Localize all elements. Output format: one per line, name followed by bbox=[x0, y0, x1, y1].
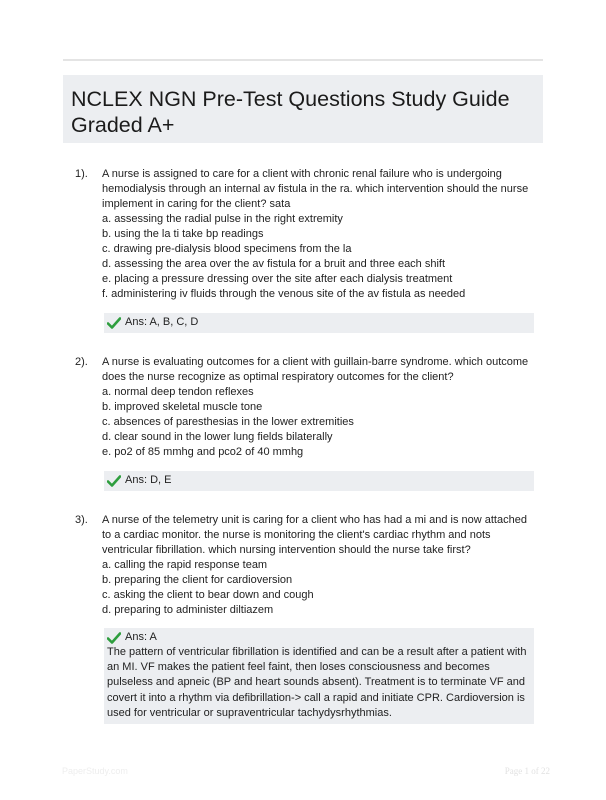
question-number: 2). bbox=[75, 356, 88, 368]
question-body bbox=[102, 513, 534, 618]
answer-box-1 bbox=[104, 313, 534, 333]
option: a. calling the rapid response team bbox=[102, 559, 268, 571]
question-body bbox=[102, 355, 534, 460]
question-number: 1). bbox=[75, 168, 88, 180]
answer-text: Ans: A bbox=[125, 631, 157, 643]
top-divider bbox=[63, 59, 543, 61]
option: c. asking the client to bear down and cough bbox=[102, 589, 314, 601]
question-text: A nurse is evaluating outcomes for a client with guillain-barre syndrome. which outcome does the nurse recognize as optimal respiratory outcomes for the client? bbox=[102, 356, 529, 383]
check-icon bbox=[107, 475, 121, 487]
answer-box-2 bbox=[104, 471, 534, 491]
option: c. absences of paresthesias in the lower extremities bbox=[102, 416, 354, 428]
answer-box-3 bbox=[104, 628, 534, 724]
option: f. administering iv fluids through the venous site of the av fistula as needed bbox=[102, 288, 466, 300]
question-text: A nurse is assigned to care for a client with chronic renal failure who is undergoing hemodialysis through an internal av fistula in the ra. which intervention should the nurse implement in caring for the client? sata bbox=[102, 168, 529, 210]
page-title: NCLEX NGN Pre-Test Questions Study Guide Graded A+ bbox=[71, 87, 510, 137]
answer-text: Ans: D, E bbox=[125, 474, 172, 486]
option: b. preparing the client for cardioversion bbox=[102, 574, 293, 586]
answer-explanation: The pattern of ventricular fibrillation is identified and can be a result after a patient with an MI. VF makes the patient feel faint, then loses consciousness and becomes pulseless and apneic (BP and heart sounds absent). Treatment is to terminate VF and covert it into a rhythm via defibrillation-> call a rapid and initiate CPR. Cardioversion is used for ventricular or supraventricular tachydysrhythmias. bbox=[107, 646, 527, 719]
question-number: 3). bbox=[75, 514, 88, 526]
option: b. improved skeletal muscle tone bbox=[102, 401, 263, 413]
option: c. drawing pre-dialysis blood specimens from the la bbox=[102, 243, 352, 255]
option: d. assessing the area over the av fistula for a bruit and three each shift bbox=[102, 258, 446, 270]
option: d. clear sound in the lower lung fields bilaterally bbox=[102, 431, 333, 443]
option: e. po2 of 85 mmhg and pco2 of 40 mmhg bbox=[102, 446, 304, 458]
footer-watermark: PaperStudy.com bbox=[62, 766, 128, 776]
question-body bbox=[102, 167, 534, 302]
option: e. placing a pressure dressing over the site after each dialysis treatment bbox=[102, 273, 453, 285]
option: a. assessing the radial pulse in the right extremity bbox=[102, 213, 343, 225]
option: a. normal deep tendon reflexes bbox=[102, 386, 254, 398]
check-icon bbox=[107, 632, 121, 644]
answer-text: Ans: A, B, C, D bbox=[125, 316, 199, 328]
check-icon bbox=[107, 317, 121, 329]
page-number: Page 1 of 22 bbox=[504, 766, 550, 776]
question-text: A nurse of the telemetry unit is caring for a client who has had a mi and is now attached to a cardiac monitor. the nurse is monitoring the client's cardiac rhythm and nots ventricular fibrillation. which nursing intervention should the nurse take first? bbox=[102, 514, 527, 556]
option: b. using the la ti take bp readings bbox=[102, 228, 264, 240]
title-banner bbox=[63, 75, 543, 143]
option: d. preparing to administer diltiazem bbox=[102, 604, 274, 616]
